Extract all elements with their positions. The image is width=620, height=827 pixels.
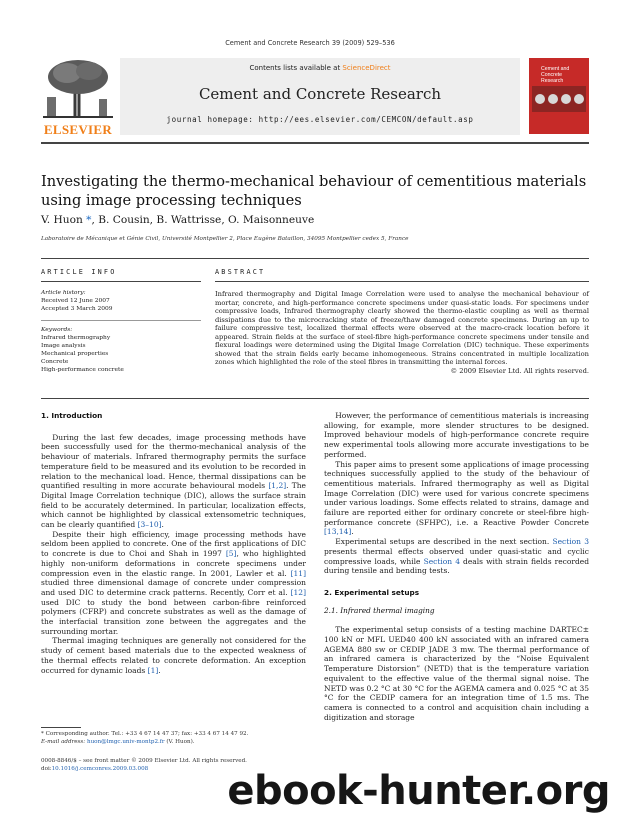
coauthors: , B. Cousin, B. Wattrisse, O. Maisonneuve xyxy=(91,214,315,226)
left-column xyxy=(41,411,306,675)
author-name: V. Huon xyxy=(41,214,83,226)
elsevier-logo xyxy=(41,57,115,139)
keyword: High-performance concrete xyxy=(41,367,124,373)
footnote-rule xyxy=(41,727,81,728)
history-rule xyxy=(41,320,201,321)
info-rule xyxy=(41,281,201,282)
issn-line: 0008-8846/$ – see front matter © 2009 Elsevier Ltd. All rights reserved. xyxy=(41,758,247,764)
section-heading: 1. Introduction xyxy=(41,411,103,420)
cover-image-icon xyxy=(548,94,558,104)
affiliation-rule xyxy=(41,258,589,259)
sciencedirect-link[interactable]: ScienceDirect xyxy=(342,64,391,72)
reference-link[interactable]: [1] xyxy=(147,665,159,675)
footnote: * Corresponding author. Tel.: +33 4 67 14 47 37; fax: +33 4 67 14 47 92. E-mail address: huon@lmgc.univ-montp2.fr (V. Huon). xyxy=(41,731,306,747)
reference-link[interactable]: [3–10] xyxy=(137,520,162,530)
paragraph: Thermal imaging techniques are generally not considered for the study of cement based materials due to the expected weakness of the thermal effects related to concrete deformation. An exception occurred for dynamic loads [1]. xyxy=(41,636,306,675)
paragraph: This paper aims to present some applications of image processing techniques successfully applied to the study of the behaviour of cementitious materials. Infrared thermography as well as Digital Image Correlation (DIC) were used for various concrete specimens under various loadings. Some effects related to strains, damage and failure are reported either for ordinary concrete or steel-fibre high-performance concrete (SFHPC), i.e. a Reactive Powder Concrete [13,14]. xyxy=(324,459,589,537)
paper-title: Investigating the thermo-mechanical behaviour of cementitious materials using image processing techniques xyxy=(41,173,587,209)
abstract-rule xyxy=(215,281,589,282)
right-column xyxy=(324,411,589,722)
publisher-wordmark: ELSEVIER xyxy=(43,122,113,137)
paragraph: Experimental setups are described in the next section. Section 3 presents thermal effects observed under quasi-static and cyclic compressive loads, while Section 4 deals with strain fields recorded during tensile and bending tests. xyxy=(324,537,589,576)
abstract-end-rule xyxy=(41,398,589,399)
email-link[interactable]: huon@lmgc.univ-montp2.fr xyxy=(86,738,165,745)
journal-homepage[interactable]: journal homepage: http://ees.elsevier.com/CEMCON/default.asp xyxy=(166,115,474,124)
received-date: Received 12 June 2007 xyxy=(41,298,110,304)
cover-image-icon xyxy=(561,94,571,104)
abstract-body: Infrared thermography and Digital Image Correlation were used to analyse the mechanical behaviour of mortar, concrete, and high-performance concrete specimens under quasi-static loads. For specimens under compressive loads, Infrared thermography clearly showed the thermo-elastic coupling as well as thermal dissipations due to the microcracking state of freeze/thaw damaged concrete specimens. During an up to failure compressive test, localized thermal effects were observed at the macro-crack location before it appeared. Strain fields at the surface of steel-fibre high-performance concrete specimens under tensile and flexural loadings were determined using the Digital Image Correlation (DIC) technique. These experiments showed that the strain fields early became inhomogeneous. Strains concentrated in multiple localization zones which highlighted the role of the steel fibres in transmitting the internal forces. xyxy=(215,290,589,366)
keywords-block xyxy=(41,326,201,374)
article-history xyxy=(41,289,201,313)
copyright-notice: © 2009 Elsevier Ltd. All rights reserved. xyxy=(450,366,589,375)
reference-link[interactable]: [11] xyxy=(290,568,306,578)
cover-image-band xyxy=(532,86,586,112)
corresponding-author-link[interactable]: * xyxy=(86,214,92,226)
reference-link[interactable]: [1,2] xyxy=(268,481,287,491)
corresponding-author-note: * Corresponding author. Tel.: +33 4 67 14 47 37; fax: +33 4 67 14 47 92. xyxy=(41,731,249,737)
paragraph: The experimental setup consists of a testing machine DARTEC± 100 kN or MFL UED40 400 kN associated with an infrared camera AGEMA 880 sw or CEDIP JADE 3 mw. The thermal performance of an infrared camera is characterized by the “Noise Equivalent Temperature Distorsion” (NETD) that is the temperature variation equivalent to the effective value of the thermal signal noise. The NETD was 0.2 °C at 30 °C for the AGEMA camera and 0.025 °C at 35 °C for the CEDIP camera for an integration time of 1.5 ms. The camera is connected to a control and acquisition chain including a digitization and storage xyxy=(324,625,589,722)
reference-link[interactable]: [12] xyxy=(290,587,306,597)
journal-title: Cement and Concrete Research xyxy=(198,85,442,103)
affiliation: Laboratoire de Mécanique et Génie Civil, Université Montpellier 2, Place Eugène Bataillon, 34095 Montpellier cedex 5, France xyxy=(41,236,409,242)
watermark: ebook-hunter.org xyxy=(227,768,610,814)
keyword: Concrete xyxy=(41,359,69,365)
section-link[interactable]: Section 3 xyxy=(552,537,589,547)
section-link[interactable]: Section 4 xyxy=(423,556,460,566)
cover-image-icon xyxy=(535,94,545,104)
cover-image-icon xyxy=(574,94,584,104)
subsection-heading: 2.1. Infrared thermal imaging xyxy=(324,605,435,615)
paragraph: Despite their high efficiency, image processing methods have seldom been applied to concrete. One of the first applications of DIC to concrete is due to Choi and Shah in 1997 [5], who highlighted highly non-uniform deformations in concrete specimens under compression even in the elastic range. In 2001, Lawler et al. [11] studied three dimensional damage of concrete under compression and used DIC to determine crack patterns. Recently, Corr et al. [12] used DIC to study the bond between carbon-fibre reinforced polymers (CFRP) and concrete substrates as well as the damage of the interfacial transition zone between the aggregates and the surrounding mortar. xyxy=(41,529,306,636)
reference-link[interactable]: [5] xyxy=(225,549,237,559)
journal-masthead xyxy=(120,58,520,135)
front-matter: 0008-8846/$ – see front matter © 2009 Elsevier Ltd. All rights reserved. doi:10.1016/j.cemconres.2009.03.008 xyxy=(41,758,306,774)
journal-cover xyxy=(529,58,589,134)
reference-link[interactable]: [13,14] xyxy=(324,527,352,537)
article-info-header: ARTICLE INFO xyxy=(41,268,117,276)
abstract-header: ABSTRACT xyxy=(215,268,266,276)
history-label: Article history: xyxy=(41,290,86,296)
paragraph: However, the performance of cementitious materials is increasing allowing, for example, more slender structures to be designed. Improved behaviour models of high-performance concrete require new experimental tools allowing more accurate investigations to be performed. xyxy=(324,411,589,459)
header-rule xyxy=(41,142,589,144)
keywords-label: Keywords: xyxy=(41,327,73,333)
keyword: Infrared thermography xyxy=(41,335,111,341)
accepted-date: Accepted 3 March 2009 xyxy=(41,306,113,312)
cover-title: Cement and Concrete Research xyxy=(541,66,570,84)
section-heading: 2. Experimental setups xyxy=(324,587,420,597)
keyword: Mechanical properties xyxy=(41,351,109,357)
tree-icon xyxy=(41,57,115,119)
journal-citation: Cement and Concrete Research 39 (2009) 529–536 xyxy=(225,39,395,47)
contents-line: Contents lists available at ScienceDirect xyxy=(249,64,391,72)
abstract-text xyxy=(215,290,589,375)
author-list xyxy=(41,214,314,226)
doi-link[interactable]: 10.1016/j.cemconres.2009.03.008 xyxy=(51,765,149,772)
keyword: Image analysis xyxy=(41,343,86,349)
paragraph: During the last few decades, image processing methods have been successfully used for the thermo-mechanical analysis of the behaviour of materials. Infrared thermography permits the surface temperature field to be measured and its evolution to be recorded in relation to the mechanical load. Hence, thermal dissipations can be quantified resulting in more accurate behavioural models [1,2]. The Digital Image Correlation technique (DIC), allows the surface strain field to be accurately determined. In particular, localization effects, which cannot be highlighted by classical extensometric techniques, can be clearly quantified [3–10]. xyxy=(41,432,307,530)
